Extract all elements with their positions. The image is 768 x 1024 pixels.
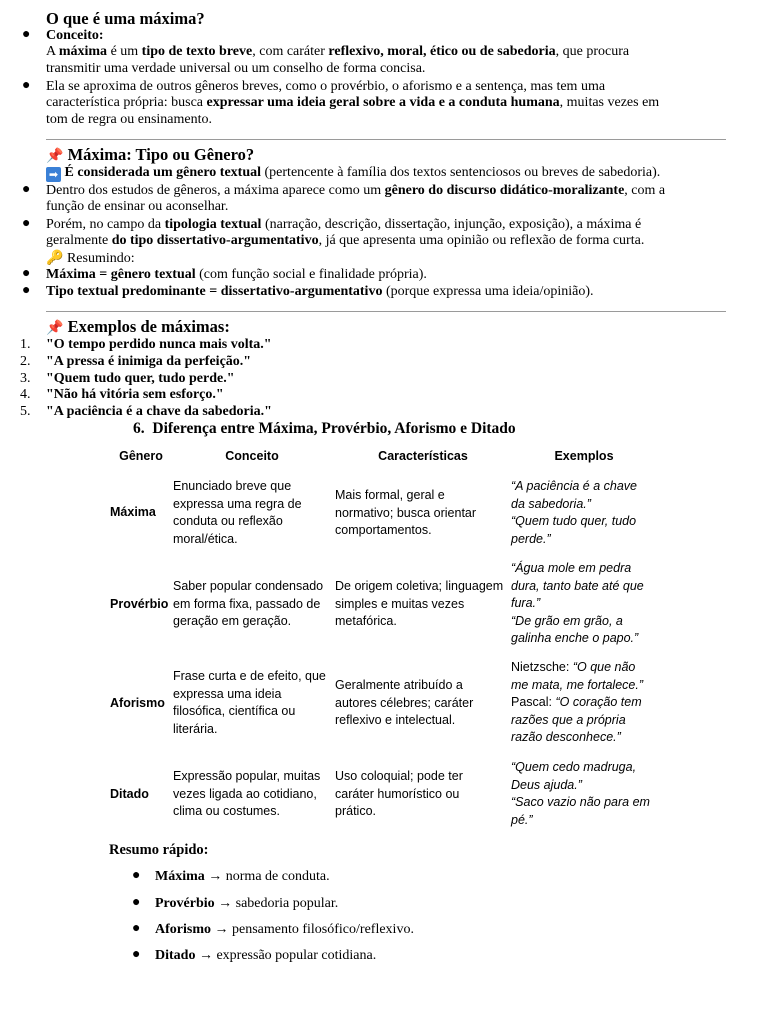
paragraph-line: Ela se aproxima de outros gêneros breves, como o provérbio, o aforismo e a sentença, mas tem uma <box>46 79 606 94</box>
list-item: "Não há vitória sem esforço." <box>46 387 224 402</box>
bullet: ● <box>22 283 31 298</box>
summary-item: Provérbio → sabedoria popular. <box>155 896 339 911</box>
pushpin-icon: 📌 <box>46 148 64 164</box>
bullet: ● <box>22 78 31 93</box>
row-concept: Enunciado breve que expressa uma regra de conduta ou reflexão moral/ética. <box>173 479 302 546</box>
list-number: 4. <box>20 387 31 402</box>
section-title-diferenca: 6. Diferença entre Máxima, Provérbio, Aforismo e Ditado <box>133 420 516 437</box>
divider <box>46 139 726 140</box>
paragraph-line: Porém, no campo da tipologia textual (narração, descrição, dissertação, injunção, exposição), a máxima é <box>46 217 642 232</box>
table-header: Conceito <box>225 449 279 463</box>
list-number: 2. <box>20 354 31 369</box>
list-item: "A pressa é inimiga da perfeição." <box>46 354 252 369</box>
summary-item: Máxima → norma de conduta. <box>155 869 330 884</box>
bullet: ● <box>132 895 141 910</box>
table-header: Características <box>378 449 468 463</box>
paragraph-line: Máxima = gênero textual (com função social e finalidade própria). <box>46 267 427 282</box>
paragraph-line: ➡ É considerada um gênero textual (pertencente à família dos textos sentenciosos ou breves de sabedoria). <box>46 165 738 182</box>
bullet: ● <box>132 868 141 883</box>
bullet: ● <box>132 921 141 936</box>
list-item: "A paciência é a chave da sabedoria." <box>46 404 272 419</box>
divider <box>46 311 726 312</box>
list-number: 3. <box>20 371 31 386</box>
right-arrow-icon: ➡ <box>46 167 61 182</box>
paragraph-line: Tipo textual predominante = dissertativo-argumentativo (porque expressa uma ideia/opinião). <box>46 284 594 299</box>
summary-item: Ditado → expressão popular cotidiana. <box>155 948 377 963</box>
list-item: "O tempo perdido nunca mais volta." <box>46 337 272 352</box>
row-examples: Nietzsche: “O que não me mata, me fortalece.” Pascal: “O coração tem razões que a própria razão desconhece.” <box>511 660 643 744</box>
row-examples: “Água mole em pedra dura, tanto bate até que fura.” “De grão em grão, a galinha enche o papo.” <box>511 561 644 645</box>
bullet: ● <box>22 182 31 197</box>
summary-title: Resumo rápido: <box>109 842 209 858</box>
list-item: "Quem tudo quer, tudo perde." <box>46 371 235 386</box>
row-genre: Máxima <box>110 505 156 519</box>
row-genre: Provérbio <box>110 597 169 611</box>
list-number: 1. <box>20 337 31 352</box>
pushpin-icon: 📌 <box>46 320 64 336</box>
row-concept: Expressão popular, muitas vezes ligada ao cotidiano, clima ou costumes. <box>173 769 321 818</box>
table-header: Exemplos <box>554 449 614 463</box>
row-concept: Frase curta e de efeito, que expressa uma ideia filosófica, científica ou literária. <box>173 669 326 736</box>
resumindo-line: 🔑 Resumindo: <box>46 250 135 266</box>
bullet: ● <box>22 216 31 231</box>
section-title-o-que-e: O que é uma máxima? <box>46 9 205 28</box>
bullet: ● <box>132 947 141 962</box>
row-characteristics: De origem coletiva; linguagem simples e muitas vezes metafórica. <box>335 579 504 628</box>
bullet: ● <box>22 266 31 281</box>
list-number: 5. <box>20 404 31 419</box>
paragraph-line: tom de regra ou ensinamento. <box>46 112 213 127</box>
summary-item: Aforismo → pensamento filosófico/reflexivo. <box>155 922 414 937</box>
row-concept: Saber popular condensado em forma fixa, passado de geração em geração. <box>173 579 324 628</box>
section-title-exemplos: 📌 Exemplos de máximas: <box>46 317 230 336</box>
paragraph-line: função de ensinar ou aconselhar. <box>46 199 229 214</box>
conceito-line-2: transmitir uma verdade universal ou um conselho de forma concisa. <box>46 61 426 76</box>
paragraph-line: característica própria: busca expressar uma ideia geral sobre a vida e a conduta humana, muitas vezes em <box>46 95 660 110</box>
bullet: ● <box>22 27 31 42</box>
conceito-label: Conceito: <box>46 28 104 43</box>
section-title-tipo-genero: 📌 Máxima: Tipo ou Gênero? <box>46 145 255 164</box>
table-header: Gênero <box>119 449 163 463</box>
row-characteristics: Geralmente atribuído a autores célebres; caráter reflexivo e intelectual. <box>335 678 474 727</box>
row-characteristics: Uso coloquial; pode ter caráter humorístico ou prático. <box>335 769 463 818</box>
row-genre: Ditado <box>110 787 149 801</box>
key-icon: 🔑 <box>46 250 64 266</box>
row-genre: Aforismo <box>110 696 165 710</box>
row-characteristics: Mais formal, geral e normativo; busca orientar comportamentos. <box>335 488 477 537</box>
paragraph-line: geralmente do tipo dissertativo-argumentativo, já que apresenta uma opinião ou reflexão de forma curta. <box>46 233 645 248</box>
row-examples: “A paciência é a chave da sabedoria.” “Quem tudo quer, tudo perde.” <box>511 479 638 546</box>
conceito-line-1: A máxima é um tipo de texto breve, com caráter reflexivo, moral, ético ou de sabedoria, que procura <box>46 44 630 59</box>
paragraph-line: Dentro dos estudos de gêneros, a máxima aparece como um gênero do discurso didático-moralizante, com a <box>46 183 666 198</box>
row-examples: “Quem cedo madruga, Deus ajuda.” “Saco vazio não para em pé.” <box>511 760 650 827</box>
